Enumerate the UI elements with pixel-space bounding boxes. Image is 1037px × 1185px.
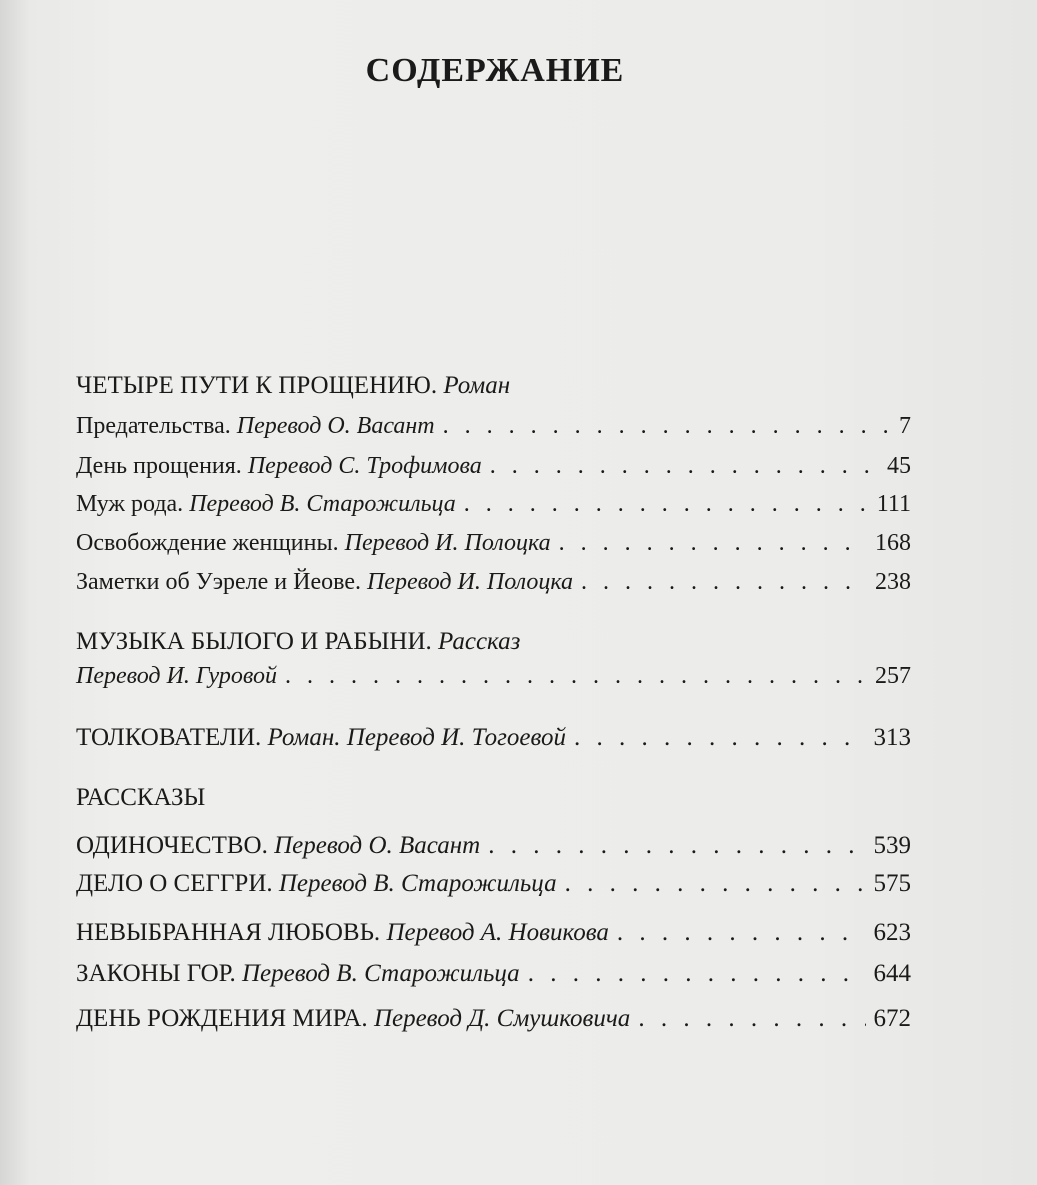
dot-leader bbox=[574, 722, 865, 754]
toc-entry-label bbox=[76, 868, 557, 900]
dot-leader bbox=[488, 830, 865, 862]
toc-entry-page: 539 bbox=[873, 832, 911, 859]
toc-entry-page: 7 bbox=[899, 413, 911, 439]
toc-entry-page: 623 bbox=[873, 919, 911, 946]
toc-entry[interactable] bbox=[76, 722, 911, 754]
toc-entry-page: 313 bbox=[873, 724, 911, 751]
dot-leader bbox=[443, 410, 891, 442]
toc-entry[interactable] bbox=[76, 450, 911, 482]
toc-entry-title: Предательства. bbox=[76, 413, 231, 439]
toc-entry-label bbox=[76, 488, 456, 520]
toc-entry-translator: Перевод В. Старожильца bbox=[241, 960, 520, 987]
toc-entry-title: Муж рода. bbox=[76, 491, 184, 517]
toc-entry-label bbox=[76, 1003, 630, 1035]
dot-leader bbox=[464, 488, 869, 520]
toc-entry[interactable] bbox=[76, 660, 911, 692]
toc-entry-page: 111 bbox=[876, 491, 911, 517]
dot-leader bbox=[285, 660, 867, 692]
toc-entry[interactable] bbox=[76, 488, 911, 520]
toc-entry-page: 257 bbox=[875, 663, 911, 689]
toc-entry-title: День прощения. bbox=[76, 453, 242, 479]
toc-entry-translator: Перевод А. Новикова bbox=[386, 919, 609, 946]
toc-entry-page: 575 bbox=[873, 870, 911, 897]
dot-leader bbox=[638, 1003, 865, 1035]
section-heading-title: РАССКАЗЫ bbox=[76, 784, 206, 811]
toc-entry-label bbox=[76, 566, 573, 598]
toc-entry-translator: Перевод В. Старожильца bbox=[278, 870, 557, 897]
toc-entry-title: ДЕНЬ РОЖДЕНИЯ МИРА. bbox=[76, 1005, 368, 1032]
toc-entry[interactable] bbox=[76, 410, 911, 442]
toc-entry-label bbox=[76, 722, 566, 754]
toc-entry-page: 45 bbox=[887, 453, 911, 479]
section-heading-title: МУЗЫКА БЫЛОГО И РАБЫНИ. bbox=[76, 628, 432, 655]
section-heading-story1 bbox=[76, 628, 520, 656]
toc-entry-label bbox=[76, 917, 609, 949]
toc-entry-translator: Перевод С. Трофимова bbox=[247, 453, 482, 479]
toc-entry-translator: Перевод И. Гуровой bbox=[76, 663, 277, 689]
section-heading-novel1 bbox=[76, 372, 510, 400]
toc-entry-translator: Перевод В. Старожильца bbox=[189, 491, 456, 517]
toc-entry-translator: Перевод И. Полоцка bbox=[344, 530, 551, 556]
dot-leader bbox=[490, 450, 879, 482]
toc-entry-label bbox=[76, 410, 435, 442]
dot-leader bbox=[528, 958, 866, 990]
dot-leader bbox=[617, 917, 866, 949]
section-heading-stories bbox=[76, 784, 205, 812]
toc-entry-label bbox=[76, 958, 520, 990]
section-heading-genre: Роман bbox=[443, 372, 511, 399]
toc-entry-translator: Перевод О. Васант bbox=[274, 832, 481, 859]
toc-entry-title: НЕВЫБРАННАЯ ЛЮБОВЬ. bbox=[76, 919, 381, 946]
toc-entry[interactable] bbox=[76, 566, 911, 598]
page-title: СОДЕРЖАНИЕ bbox=[365, 52, 625, 89]
dot-leader bbox=[565, 868, 866, 900]
toc-entry[interactable] bbox=[76, 868, 911, 900]
toc-entry-title: ЗАКОНЫ ГОР. bbox=[76, 960, 236, 987]
section-heading-genre: Рассказ bbox=[438, 628, 521, 655]
toc-entry-page: 672 bbox=[873, 1005, 911, 1032]
toc-entry-title: ОДИНОЧЕСТВО. bbox=[76, 832, 268, 859]
toc-entry-title: Освобождение женщины. bbox=[76, 530, 339, 556]
toc-entry-translator: Перевод Д. Смушковича bbox=[373, 1005, 631, 1032]
section-heading-title: ЧЕТЫРЕ ПУТИ К ПРОЩЕНИЮ. bbox=[76, 372, 438, 399]
toc-entry-title: ТОЛКОВАТЕЛИ. bbox=[76, 724, 262, 751]
toc-entry-page: 168 bbox=[875, 530, 911, 556]
toc-entry[interactable] bbox=[76, 1003, 911, 1035]
toc-entry-translator: Перевод О. Васант bbox=[236, 413, 435, 439]
toc-entry-translator: Роман. Перевод И. Тогоевой bbox=[267, 724, 567, 751]
dot-leader bbox=[581, 566, 867, 598]
toc-entry[interactable] bbox=[76, 527, 911, 559]
toc-entry[interactable] bbox=[76, 830, 911, 862]
toc-entry-label bbox=[76, 527, 551, 559]
toc-entry[interactable] bbox=[76, 958, 911, 990]
toc-entry-label bbox=[76, 830, 480, 862]
toc-entry-page: 238 bbox=[875, 569, 911, 595]
toc-entry-page: 644 bbox=[873, 960, 911, 987]
dot-leader bbox=[559, 527, 867, 559]
toc-entry-translator: Перевод И. Полоцка bbox=[366, 569, 573, 595]
toc-entry-label bbox=[76, 450, 482, 482]
toc-entry-label bbox=[76, 660, 277, 692]
toc-entry[interactable] bbox=[76, 917, 911, 949]
toc-entry-title: Заметки об Уэреле и Йеове. bbox=[76, 569, 361, 595]
toc-entry-title: ДЕЛО О СЕГГРИ. bbox=[76, 870, 273, 897]
